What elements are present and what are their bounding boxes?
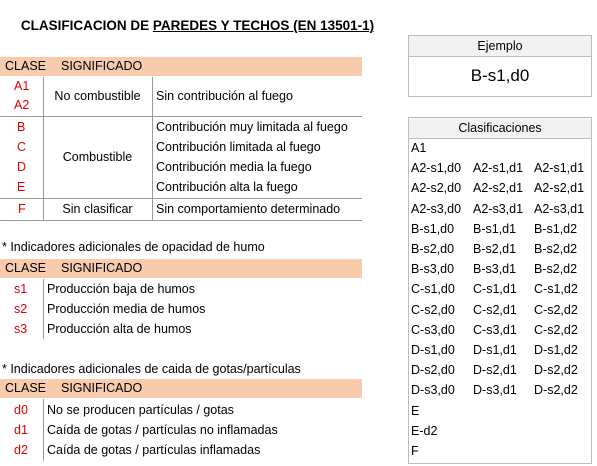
classification-cell: C-s1,d1 <box>473 282 517 297</box>
classification-cell: E <box>411 403 420 418</box>
classification-cell: A2-s2,d0 <box>411 181 462 196</box>
classification-cell: C-s2,d0 <box>411 302 455 317</box>
meaning-text: Sin comportamiento determinado <box>156 202 341 216</box>
classification-cell: D-s2,d1 <box>473 363 517 378</box>
classification-cell: A2-s1,d0 <box>411 161 462 176</box>
table-rule <box>0 116 362 117</box>
smoke-note: * Indicadores adicionales de opacidad de humo <box>2 240 265 254</box>
class-code: B <box>17 120 26 134</box>
classification-cell: A2-s3,d0 <box>411 201 462 216</box>
drops-code: d1 <box>14 423 28 437</box>
classification-cell: C-s2,d1 <box>473 302 517 317</box>
classification-cell: C-s1,d0 <box>411 282 455 297</box>
group-label: Combustible <box>62 150 133 164</box>
class-code: F <box>18 202 26 216</box>
class-code: C <box>17 140 27 154</box>
main-table-header <box>0 57 362 76</box>
drops-note: * Indicadores adicionales de caida de gotas/partículas <box>2 362 301 376</box>
classification-cell: A2-s1,d1 <box>473 161 524 176</box>
classification-cell: C-s2,d2 <box>534 322 578 337</box>
classification-cell: B-s3,d0 <box>411 262 455 277</box>
smoke-code: s2 <box>14 302 28 316</box>
classification-cell: B-s2,d1 <box>473 242 517 256</box>
classification-cell: B-s2,d2 <box>534 242 578 256</box>
title-underlined: PAREDES Y TECHOS (EN 13501-1) <box>152 18 375 33</box>
page-title <box>0 18 395 33</box>
example-label: Ejemplo <box>409 36 591 57</box>
classifications-box <box>408 117 592 464</box>
smoke-text: Producción media de humos <box>47 302 206 316</box>
smoke-code: s3 <box>14 322 28 336</box>
class-code: D <box>17 160 27 174</box>
table-divider <box>43 279 44 339</box>
classification-cell: B-s3,d1 <box>473 262 517 277</box>
classification-cell: D-s1,d0 <box>411 343 455 357</box>
classification-cell: A2-s3,d1 <box>473 201 524 216</box>
classification-cell: A2-s2,d1 <box>473 181 524 196</box>
drops-code: d0 <box>14 403 28 417</box>
header-significado: SIGNIFICADO <box>61 381 143 395</box>
classification-cell: A2-s1,d1 <box>534 161 585 176</box>
classification-cell: C-s3,d1 <box>473 322 517 337</box>
classification-cell: D-s1,d2 <box>534 343 578 357</box>
table-divider <box>43 399 44 461</box>
classification-cell: C-s2,d2 <box>534 302 578 317</box>
example-box <box>408 35 592 97</box>
header-clase: CLASE <box>5 381 46 395</box>
classification-cell: B-s1,d1 <box>473 221 517 236</box>
classification-cell: C-s3,d0 <box>411 322 455 337</box>
smoke-code: s1 <box>14 282 28 296</box>
classification-cell: B-s1,d2 <box>534 221 578 236</box>
classification-cell: D-s3,d1 <box>473 383 517 398</box>
meaning-text: Contribución limitada al fuego <box>156 140 321 154</box>
meaning-text: Contribución alta la fuego <box>156 180 298 194</box>
drops-code: d2 <box>14 443 28 457</box>
classification-cell: A2-s2,d1 <box>534 181 585 196</box>
class-code: E <box>17 180 26 194</box>
meaning-text: Sin contribución al fuego <box>156 89 293 103</box>
title-prefix: CLASIFICACION DE <box>20 18 153 33</box>
group-label: Sin clasificar <box>62 202 133 216</box>
meaning-text: Contribución media la fuego <box>156 160 312 174</box>
smoke-text: Producción baja de humos <box>47 282 196 296</box>
smoke-text: Producción alta de humos <box>47 322 192 336</box>
classification-cell: B-s1,d0 <box>411 221 455 236</box>
classification-cell: E-d2 <box>411 423 438 438</box>
classification-cell: D-s2,d0 <box>411 363 455 378</box>
classification-cell: D-s1,d1 <box>473 343 517 357</box>
meaning-text: Contribución muy limitada al fuego <box>156 120 348 134</box>
classification-cell: B-s2,d2 <box>534 262 578 277</box>
classification-cell: B-s2,d0 <box>411 242 455 256</box>
smoke-table-header <box>0 259 362 278</box>
drops-text: Caída de gotas / partículas inflamadas <box>47 443 261 457</box>
table-rule <box>0 220 362 221</box>
header-clase: CLASE <box>5 261 46 275</box>
classification-cell: D-s2,d2 <box>534 383 578 398</box>
class-code: A2 <box>14 98 30 112</box>
drops-text: No se producen partículas / gotas <box>47 403 234 417</box>
classification-cell: A2-s3,d1 <box>534 201 585 216</box>
table-rule <box>0 198 362 199</box>
drops-text: Caída de gotas / partículas no inflamadas <box>47 423 278 437</box>
drops-table-header <box>0 379 362 398</box>
classification-cell: C-s1,d2 <box>534 282 578 297</box>
example-value: B-s1,d0 <box>470 66 530 85</box>
table-divider <box>152 77 153 221</box>
class-code: A1 <box>14 79 30 93</box>
header-significado: SIGNIFICADO <box>61 59 143 73</box>
classification-cell: D-s2,d2 <box>534 363 578 378</box>
group-label: No combustible <box>54 89 141 103</box>
classification-cell: A1 <box>411 141 427 155</box>
classifications-label: Clasificaciones <box>409 118 591 139</box>
header-clase: CLASE <box>5 59 46 73</box>
classification-cell: F <box>411 444 419 458</box>
classification-cell: D-s3,d0 <box>411 383 455 398</box>
header-significado: SIGNIFICADO <box>61 261 143 275</box>
